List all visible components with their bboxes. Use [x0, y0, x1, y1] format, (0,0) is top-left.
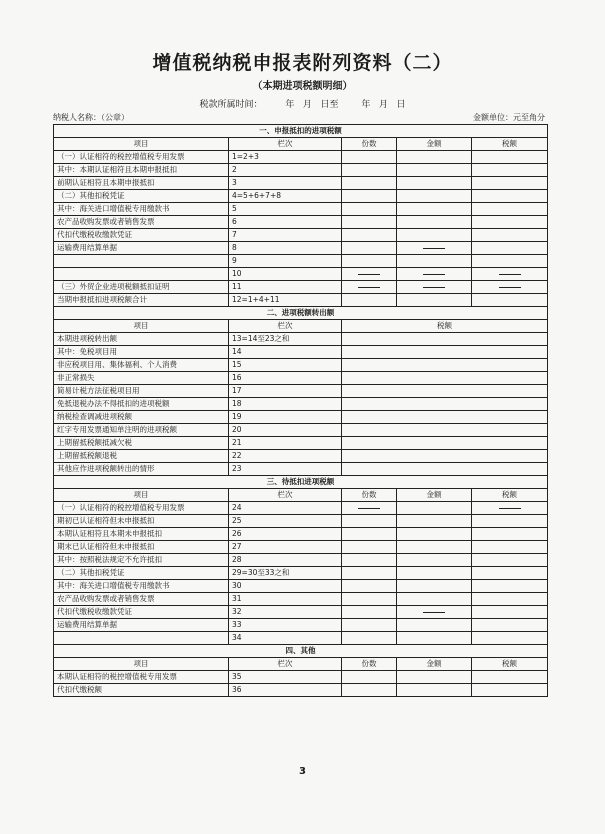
- count-cell[interactable]: [342, 177, 397, 190]
- row-item-label: [54, 268, 229, 281]
- row-line-number: 22: [229, 450, 342, 463]
- row-item-label: 简易计税方法征税项目用: [54, 385, 229, 398]
- tax-amount-cell[interactable]: [472, 164, 548, 177]
- row-item-label: 前期认证相符且本期申报抵扣: [54, 177, 229, 190]
- amount-cell: [397, 268, 472, 281]
- row-line-number: 9: [229, 255, 342, 268]
- row-line-number: 30: [229, 580, 342, 593]
- tax-amount-cell[interactable]: [342, 398, 548, 411]
- tax-amount-cell: [472, 268, 548, 281]
- row-line-number: 33: [229, 619, 342, 632]
- row-item-label: [54, 632, 229, 645]
- column-header: 份数: [342, 138, 397, 151]
- tax-amount-cell[interactable]: [472, 515, 548, 528]
- form-subtitle: （本期进项税额明细）: [252, 81, 353, 92]
- row-line-number: 23: [229, 463, 342, 476]
- table-row: [54, 333, 548, 346]
- column-header: 份数: [342, 489, 397, 502]
- tax-amount-cell: [472, 281, 548, 294]
- table-row: [54, 619, 548, 632]
- row-item-label: 其中：海关进口增值税专用缴款书: [54, 580, 229, 593]
- table-row: [54, 281, 548, 294]
- count-cell[interactable]: [342, 554, 397, 567]
- table-row: [54, 437, 548, 450]
- count-cell: [342, 268, 397, 281]
- row-line-number: 31: [229, 593, 342, 606]
- tax-amount-cell[interactable]: [472, 177, 548, 190]
- row-line-number: 19: [229, 411, 342, 424]
- column-header: 项目: [54, 138, 229, 151]
- tax-amount-cell[interactable]: [342, 346, 548, 359]
- column-header: 项目: [54, 658, 229, 671]
- amount-cell: [397, 242, 472, 255]
- section-title-row: [54, 307, 548, 320]
- row-line-number: 34: [229, 632, 342, 645]
- amount-cell[interactable]: [397, 177, 472, 190]
- page-number: 3: [299, 766, 306, 777]
- row-item-label: 代扣代缴税收缴款凭证: [54, 229, 229, 242]
- amount-cell[interactable]: [397, 190, 472, 203]
- amount-cell[interactable]: [397, 528, 472, 541]
- row-item-label: 期末已认证相符但未申报抵扣: [54, 541, 229, 554]
- count-cell[interactable]: [342, 684, 397, 697]
- row-line-number: 5: [229, 203, 342, 216]
- row-item-label: （二）其他扣税凭证: [54, 567, 229, 580]
- row-line-number: 11: [229, 281, 342, 294]
- tax-amount-cell[interactable]: [342, 450, 548, 463]
- tax-amount-cell[interactable]: [472, 684, 548, 697]
- section-title: 一、申报抵扣的进项税额: [54, 125, 548, 138]
- amount-cell[interactable]: [397, 294, 472, 307]
- header-row: [54, 138, 548, 151]
- row-item-label: 免抵退税办法不得抵扣的进项税额: [54, 398, 229, 411]
- column-header: 项目: [54, 320, 229, 333]
- tax-period-label: 税款所属时间： 年 月 日至 年 月 日: [199, 100, 406, 110]
- tax-amount-cell[interactable]: [342, 411, 548, 424]
- dash-mark: [358, 274, 380, 275]
- table-row: [54, 177, 548, 190]
- tax-amount-cell[interactable]: [472, 554, 548, 567]
- amount-cell[interactable]: [397, 255, 472, 268]
- amount-cell[interactable]: [397, 671, 472, 684]
- amount-cell[interactable]: [397, 229, 472, 242]
- table-row: [54, 424, 548, 437]
- amount-cell[interactable]: [397, 593, 472, 606]
- amount-cell[interactable]: [397, 515, 472, 528]
- row-item-label: （一）认证相符的税控增值税专用发票: [54, 502, 229, 515]
- amount-cell[interactable]: [397, 580, 472, 593]
- table-row: [54, 450, 548, 463]
- table-row: [54, 671, 548, 684]
- tax-amount-cell[interactable]: [342, 463, 548, 476]
- column-header: 项目: [54, 489, 229, 502]
- header-row: [54, 489, 548, 502]
- column-header: 栏次: [229, 320, 342, 333]
- count-cell[interactable]: [342, 541, 397, 554]
- header-row: [54, 658, 548, 671]
- row-line-number: 27: [229, 541, 342, 554]
- row-line-number: 17: [229, 385, 342, 398]
- header-row: [54, 320, 548, 333]
- tax-amount-cell[interactable]: [472, 541, 548, 554]
- amount-cell[interactable]: [397, 502, 472, 515]
- column-header: 栏次: [229, 489, 342, 502]
- row-item-label: 期初已认证相符但未申报抵扣: [54, 515, 229, 528]
- table-row: [54, 411, 548, 424]
- column-header: 金额: [397, 489, 472, 502]
- amount-cell[interactable]: [397, 684, 472, 697]
- tax-amount-cell[interactable]: [342, 437, 548, 450]
- tax-amount-cell[interactable]: [472, 229, 548, 242]
- row-item-label: 其中：本期认证相符且本期申报抵扣: [54, 164, 229, 177]
- row-line-number: 6: [229, 216, 342, 229]
- table-row: [54, 398, 548, 411]
- row-line-number: 13=14至23之和: [229, 333, 342, 346]
- row-line-number: 32: [229, 606, 342, 619]
- section-title-row: [54, 476, 548, 489]
- dash-mark: [499, 287, 521, 288]
- row-line-number: 36: [229, 684, 342, 697]
- column-header: 税额: [472, 138, 548, 151]
- dash-mark: [423, 274, 445, 275]
- row-line-number: 26: [229, 528, 342, 541]
- row-line-number: 16: [229, 372, 342, 385]
- row-item-label: 其中：免税项目用: [54, 346, 229, 359]
- count-cell[interactable]: [342, 294, 397, 307]
- amount-cell[interactable]: [397, 151, 472, 164]
- column-header: 税额: [472, 658, 548, 671]
- column-header: 栏次: [229, 658, 342, 671]
- section-title-row: [54, 645, 548, 658]
- table-row: [54, 606, 548, 619]
- tax-amount-cell[interactable]: [342, 424, 548, 437]
- count-cell[interactable]: [342, 567, 397, 580]
- count-cell[interactable]: [342, 606, 397, 619]
- row-line-number: 4=5+6+7+8: [229, 190, 342, 203]
- taxpayer-name-label: 纳税人名称：（公章）: [53, 113, 129, 122]
- amount-cell: [397, 606, 472, 619]
- tax-amount-cell[interactable]: [472, 632, 548, 645]
- row-item-label: 非应税项目用、集体福利、个人消费: [54, 359, 229, 372]
- row-item-label: 本期认证相符的税控增值税专用发票: [54, 671, 229, 684]
- dash-mark: [358, 287, 380, 288]
- count-cell[interactable]: [342, 164, 397, 177]
- table-row: [54, 463, 548, 476]
- count-cell[interactable]: [342, 216, 397, 229]
- row-item-label: 非正常损失: [54, 372, 229, 385]
- amount-cell[interactable]: [397, 541, 472, 554]
- tax-amount-cell[interactable]: [472, 203, 548, 216]
- amount-cell[interactable]: [397, 632, 472, 645]
- amount-cell[interactable]: [397, 164, 472, 177]
- amount-cell[interactable]: [397, 619, 472, 632]
- tax-amount-cell[interactable]: [472, 294, 548, 307]
- table-row: [54, 502, 548, 515]
- count-cell: [342, 502, 397, 515]
- row-line-number: 3: [229, 177, 342, 190]
- row-line-number: 21: [229, 437, 342, 450]
- tax-amount-cell[interactable]: [472, 580, 548, 593]
- table-row: [54, 203, 548, 216]
- tax-amount-cell[interactable]: [472, 255, 548, 268]
- count-cell[interactable]: [342, 528, 397, 541]
- section-title: 二、进项税额转出额: [54, 307, 548, 320]
- tax-amount-cell[interactable]: [472, 190, 548, 203]
- count-cell[interactable]: [342, 671, 397, 684]
- table-row: [54, 268, 548, 281]
- form-title: 增值税纳税申报表附列资料（二）: [152, 52, 453, 74]
- row-line-number: 10: [229, 268, 342, 281]
- column-header: 栏次: [229, 138, 342, 151]
- tax-amount-cell[interactable]: [342, 333, 548, 346]
- tax-amount-cell[interactable]: [472, 606, 548, 619]
- table-row: [54, 216, 548, 229]
- column-header: 税额: [342, 320, 548, 333]
- table-row: [54, 294, 548, 307]
- amount-cell[interactable]: [397, 203, 472, 216]
- count-cell[interactable]: [342, 229, 397, 242]
- table-row: [54, 346, 548, 359]
- row-line-number: 18: [229, 398, 342, 411]
- row-item-label: 上期留抵税额抵减欠税: [54, 437, 229, 450]
- dash-mark: [423, 248, 445, 249]
- row-item-label: 农产品收购发票或者销售发票: [54, 593, 229, 606]
- amount-cell[interactable]: [397, 554, 472, 567]
- row-item-label: [54, 255, 229, 268]
- row-line-number: 25: [229, 515, 342, 528]
- tax-amount-cell: [472, 502, 548, 515]
- row-item-label: 其他应作进项税额转出的情形: [54, 463, 229, 476]
- tax-amount-cell[interactable]: [472, 619, 548, 632]
- row-item-label: 本期认证相符且本期未申报抵扣: [54, 528, 229, 541]
- vat-detail-table: [53, 124, 548, 697]
- table-row: [54, 372, 548, 385]
- row-item-label: 当期申报抵扣进项税额合计: [54, 294, 229, 307]
- count-cell[interactable]: [342, 255, 397, 268]
- section-title: 三、待抵扣进项税额: [54, 476, 548, 489]
- column-header: 金额: [397, 138, 472, 151]
- table-row: [54, 190, 548, 203]
- row-line-number: 35: [229, 671, 342, 684]
- row-line-number: 14: [229, 346, 342, 359]
- tax-amount-cell[interactable]: [472, 593, 548, 606]
- row-item-label: 上期留抵税额退税: [54, 450, 229, 463]
- row-item-label: 本期进项税转出额: [54, 333, 229, 346]
- table-row: [54, 359, 548, 372]
- row-line-number: 12=1+4+11: [229, 294, 342, 307]
- column-header: 税额: [472, 489, 548, 502]
- dash-mark: [423, 287, 445, 288]
- row-item-label: 农产品收购发票或者销售发票: [54, 216, 229, 229]
- tax-amount-cell[interactable]: [472, 528, 548, 541]
- tax-amount-cell[interactable]: [472, 671, 548, 684]
- count-cell[interactable]: [342, 203, 397, 216]
- table-row: [54, 515, 548, 528]
- row-line-number: 29=30至33之和: [229, 567, 342, 580]
- tax-amount-cell[interactable]: [472, 567, 548, 580]
- row-item-label: 红字专用发票通知单注明的进项税额: [54, 424, 229, 437]
- table-row: [54, 554, 548, 567]
- tax-amount-cell[interactable]: [342, 359, 548, 372]
- amount-cell[interactable]: [397, 567, 472, 580]
- count-cell[interactable]: [342, 151, 397, 164]
- tax-amount-cell[interactable]: [342, 372, 548, 385]
- row-item-label: （三）外贸企业进项税额抵扣证明: [54, 281, 229, 294]
- count-cell: [342, 281, 397, 294]
- count-cell[interactable]: [342, 242, 397, 255]
- dash-mark: [423, 612, 445, 613]
- amount-unit-label: 金额单位：元至角分: [473, 113, 545, 122]
- table-row: [54, 632, 548, 645]
- column-header: 金额: [397, 658, 472, 671]
- tax-amount-cell[interactable]: [342, 385, 548, 398]
- row-line-number: 1=2+3: [229, 151, 342, 164]
- count-cell[interactable]: [342, 619, 397, 632]
- section-title: 四、其他: [54, 645, 548, 658]
- dash-mark: [499, 274, 521, 275]
- row-item-label: 纳税检查调减进项税额: [54, 411, 229, 424]
- table-row: [54, 580, 548, 593]
- dash-mark: [358, 508, 380, 509]
- table-row: [54, 385, 548, 398]
- count-cell[interactable]: [342, 632, 397, 645]
- table-row: [54, 593, 548, 606]
- table-row: [54, 164, 548, 177]
- row-line-number: 7: [229, 229, 342, 242]
- count-cell[interactable]: [342, 580, 397, 593]
- table-row: [54, 528, 548, 541]
- row-item-label: 运输费用结算单据: [54, 242, 229, 255]
- amount-cell[interactable]: [397, 216, 472, 229]
- table-row: [54, 255, 548, 268]
- row-item-label: 其中：海关进口增值税专用缴款书: [54, 203, 229, 216]
- table-row: [54, 242, 548, 255]
- row-item-label: （二）其他扣税凭证: [54, 190, 229, 203]
- count-cell[interactable]: [342, 515, 397, 528]
- tax-amount-cell[interactable]: [472, 216, 548, 229]
- table-row: [54, 151, 548, 164]
- amount-cell: [397, 281, 472, 294]
- row-line-number: 2: [229, 164, 342, 177]
- row-line-number: 15: [229, 359, 342, 372]
- tax-amount-cell[interactable]: [472, 151, 548, 164]
- tax-amount-cell[interactable]: [472, 242, 548, 255]
- count-cell[interactable]: [342, 190, 397, 203]
- row-item-label: 代扣代缴税收缴款凭证: [54, 606, 229, 619]
- row-item-label: 代扣代缴税额: [54, 684, 229, 697]
- table-row: [54, 541, 548, 554]
- row-line-number: 24: [229, 502, 342, 515]
- section-title-row: [54, 125, 548, 138]
- row-item-label: 运输费用结算单据: [54, 619, 229, 632]
- dash-mark: [499, 508, 521, 509]
- table-row: [54, 229, 548, 242]
- row-item-label: （一）认证相符的税控增值税专用发票: [54, 151, 229, 164]
- row-line-number: 20: [229, 424, 342, 437]
- table-row: [54, 684, 548, 697]
- count-cell[interactable]: [342, 593, 397, 606]
- row-line-number: 28: [229, 554, 342, 567]
- row-item-label: 其中：按照税法规定不允许抵扣: [54, 554, 229, 567]
- row-line-number: 8: [229, 242, 342, 255]
- column-header: 份数: [342, 658, 397, 671]
- table-row: [54, 567, 548, 580]
